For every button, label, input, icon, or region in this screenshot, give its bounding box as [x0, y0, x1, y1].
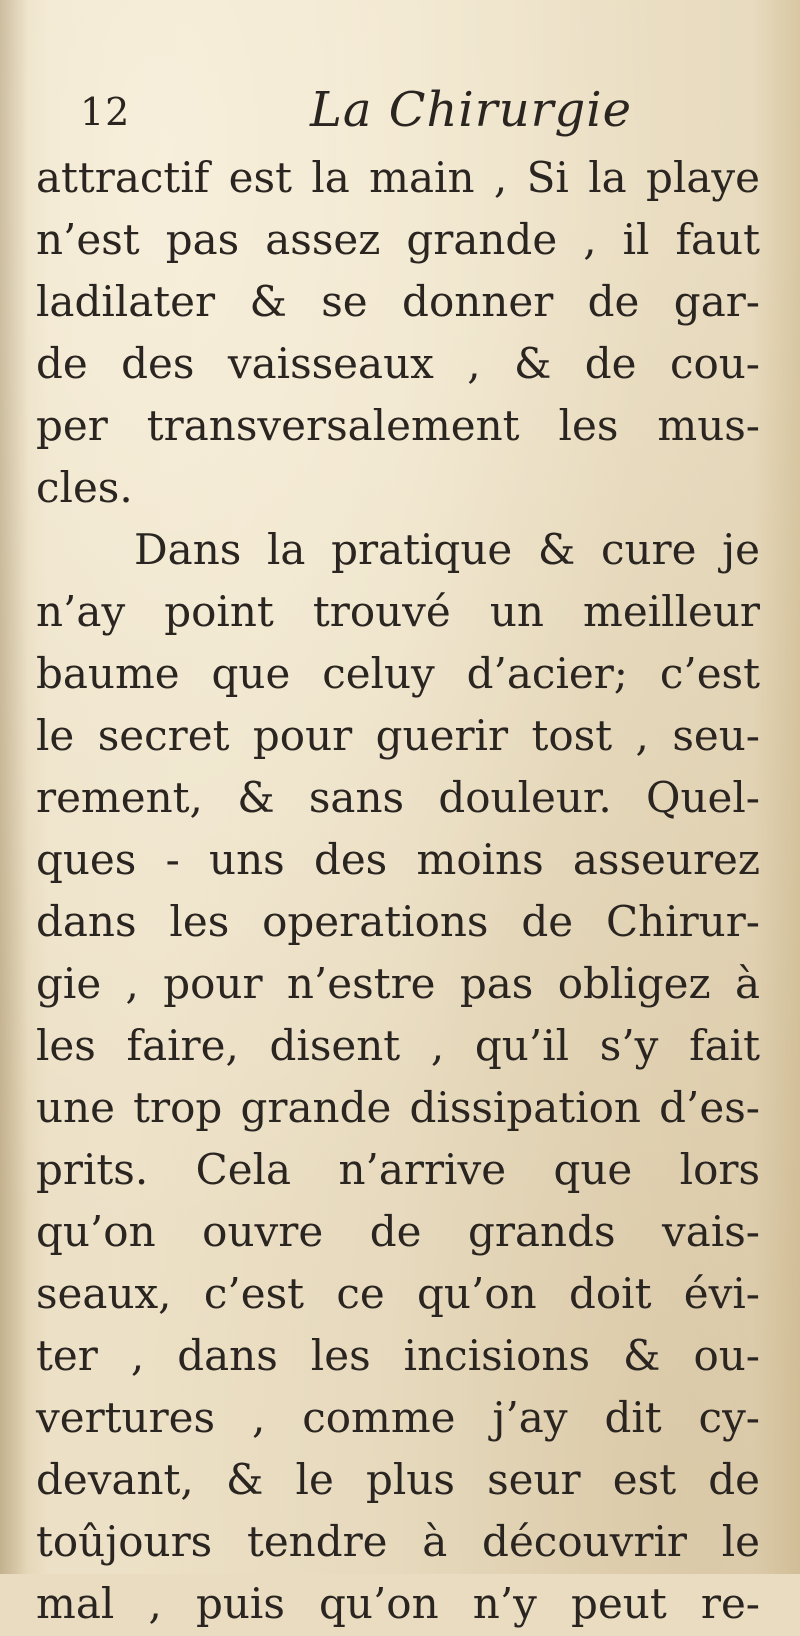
running-title: La Chirurgie [310, 82, 633, 138]
text-line: ter , dans les incisions & ou- [36, 1331, 760, 1380]
text-line: vertures , comme j’ay dit cy- [36, 1393, 760, 1442]
text-line: ques - uns des moins asseurez [36, 835, 760, 884]
text-line: une trop grande dissipation d’es- [36, 1083, 760, 1132]
text-line: n’ay point trouvé un meilleur [36, 587, 760, 636]
text-line: les faire, disent , qu’il s’y fait [36, 1021, 760, 1070]
text-line: attractif est la main , Si la playe [36, 153, 760, 202]
text-line: n’est pas assez grande , il faut [36, 215, 760, 264]
text-line: toûjours tendre à découvrir le [36, 1517, 760, 1566]
text-line: le secret pour guerir tost , seu- [36, 711, 760, 760]
paragraph-first-line: Dans la pratique & cure je [134, 525, 760, 574]
text-line: de des vaisseaux , & de cou- [36, 339, 760, 388]
text-line: devant, & le plus seur est de [36, 1455, 760, 1504]
text-line: per transversalement les mus- [36, 401, 760, 450]
page-fold-shadow [0, 0, 28, 1574]
text-line: prits. Cela n’arrive que lors [36, 1145, 760, 1194]
text-line: cles. [36, 463, 133, 512]
page-number: 12 [80, 90, 131, 134]
text-line: seaux, c’est ce qu’on doit évi- [36, 1269, 760, 1318]
page-header [80, 82, 760, 142]
text-line: rement, & sans douleur. Quel- [36, 773, 760, 822]
text-line: dans les operations de Chirur- [36, 897, 760, 946]
text-line: gie , pour n’estre pas obligez à [36, 959, 760, 1008]
text-line: mal , puis qu’on n’y peut re- [36, 1579, 760, 1628]
text-line: qu’on ouvre de grands vais- [36, 1207, 760, 1256]
text-line: ladilater & se donner de gar- [36, 277, 760, 326]
text-line: baume que celuy d’acier; c’est [36, 649, 760, 698]
